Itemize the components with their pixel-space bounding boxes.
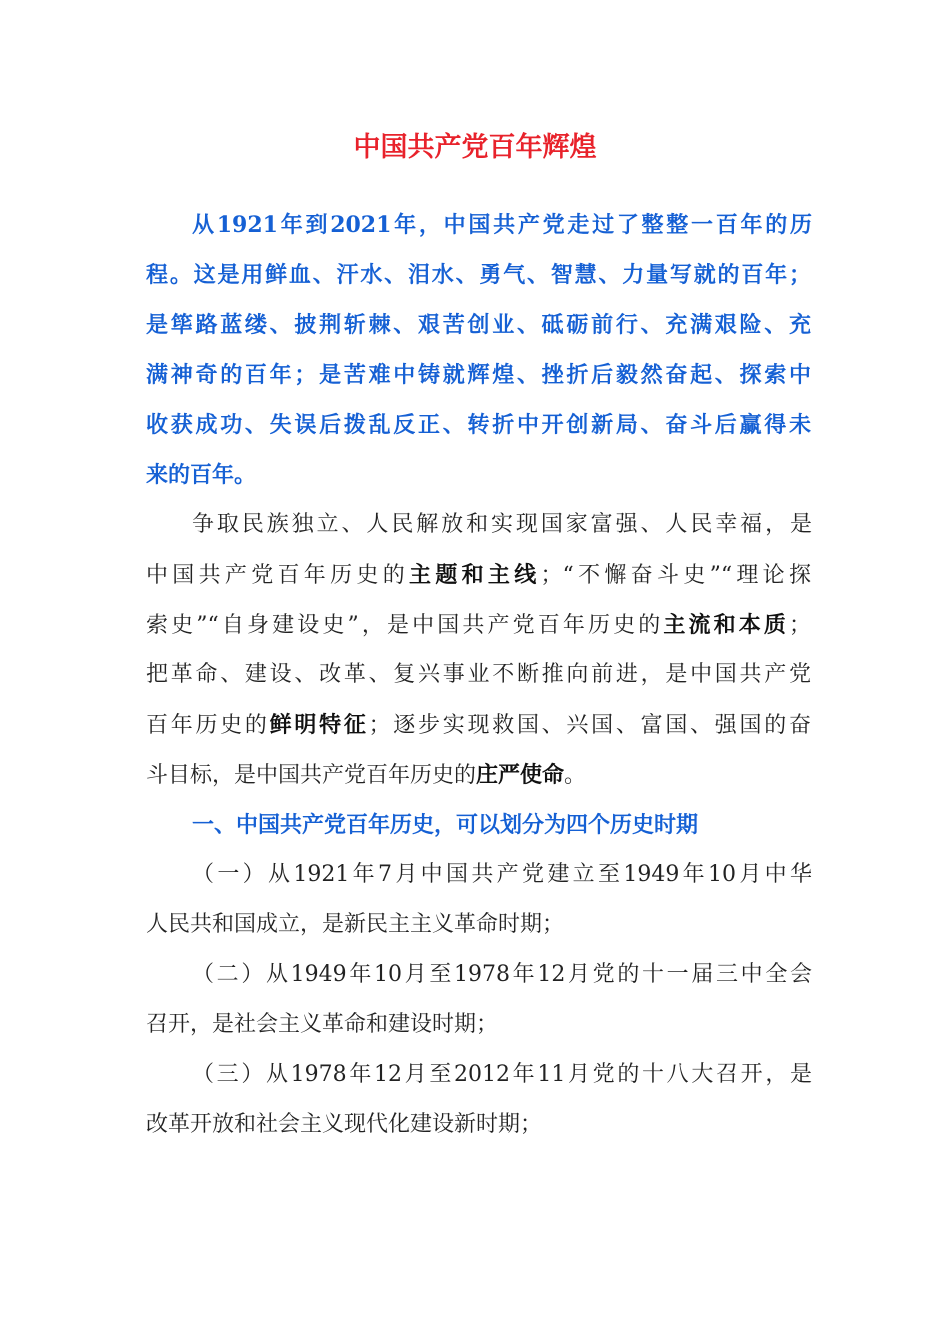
emphasis-feature: 鲜明特征 [269,712,369,738]
period-3-line-2: 改革开放和社会主义现代化建设新时期； [146,1112,543,1137]
para2-text: ；“不懈奋斗史”“理论探 [540,563,811,588]
para2-line-1: 争取民族独立、人民解放和实现国家富强、人民幸福，是 [192,512,812,537]
para2-line-3 [146,600,811,650]
intro-line-4: 满神奇的百年；是苦难中铸就辉煌、挫折后毅然奋起、探索中 [146,362,811,388]
period-2-line-2: 召开，是社会主义革命和建设时期； [146,1012,499,1037]
para2-text: 中国共产党百年历史的 [146,563,410,588]
para2-text: 百年历史的 [146,713,270,738]
period-3-line-1: （三）从1978年12月至2012年11月党的十八大召开，是 [192,1062,812,1087]
period-2-line-1: （二）从1949年10月至1978年12月党的十一届三中全会 [192,962,812,987]
para2-line-4: 把革命、建设、改革、复兴事业不断推向前进，是中国共产党 [146,662,811,687]
para2-line-2 [146,550,811,600]
section-heading-1: 一、中国共产党百年历史，可以划分为四个历史时期 [192,812,699,838]
para2-text: 斗目标，是中国共产党百年历史的 [146,763,477,788]
period-1-line-1: （一）从1921年7月中国共产党建立至1949年10月中华 [192,862,812,887]
emphasis-essence: 主流和本质 [663,612,789,638]
page-title: 中国共产党百年辉煌 [353,132,597,163]
emphasis-mission: 庄严使命 [476,762,565,788]
intro-line-1: 从1921年到2021年，中国共产党走过了整整一百年的历 [192,212,812,238]
para2-text: ； [788,613,811,638]
para2-text: 索史”“自身建设史”，是中国共产党百年历史的 [146,613,664,638]
emphasis-theme: 主题和主线 [409,562,541,588]
intro-line-2: 程。这是用鲜血、汗水、泪水、勇气、智慧、力量写就的百年； [146,262,811,288]
para2-line-6 [146,750,811,800]
intro-line-6: 来的百年。 [146,462,257,488]
intro-line-5: 收获成功、失误后拨乱反正、转折中开创新局、奋斗后赢得未 [146,412,811,438]
para2-line-5 [146,700,811,750]
para2-text: ；逐步实现救国、兴国、富国、强国的奋 [368,713,811,738]
para2-text: 。 [564,763,587,788]
period-1-line-2: 人民共和国成立，是新民主主义革命时期； [146,912,565,937]
intro-line-3: 是筚路蓝缕、披荆斩棘、艰苦创业、砥砺前行、充满艰险、充 [146,312,811,338]
